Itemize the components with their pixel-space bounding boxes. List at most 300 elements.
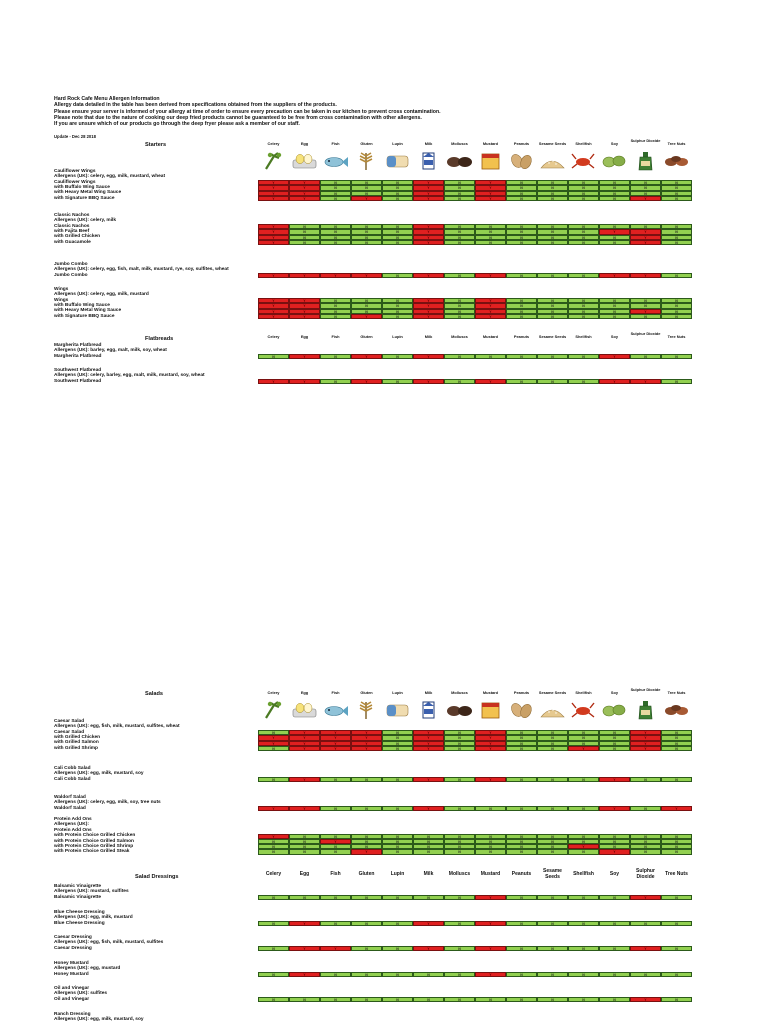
allergen-grid-row [258, 196, 688, 201]
dish-allergens: Allergens (UK): sulfites [54, 991, 108, 997]
allergen-cell-fish: N [320, 379, 351, 384]
allergen-cell-fish: N [320, 240, 351, 245]
allergen-cell-lupin: N [382, 741, 413, 746]
allergen-cell-gluten: N [351, 298, 382, 303]
allergen-cell-lupin: N [382, 972, 413, 977]
allergen-cell-egg: Y [289, 298, 320, 303]
allergen-header-lupin: Lupin [392, 334, 403, 339]
allergen-cell-fish: N [320, 844, 351, 849]
allergen-cell-egg: Y [289, 273, 320, 278]
allergen-cell-sesame-seeds: N [537, 196, 568, 201]
allergen-cell-gluten: N [351, 180, 382, 185]
allergen-cell-gluten: N [351, 185, 382, 190]
allergen-cell-sesame-seeds: N [537, 191, 568, 196]
item-label: Caesar Dressing [54, 945, 92, 951]
allergen-cell-egg: Y [289, 185, 320, 190]
allergen-cell-molluscs: N [444, 921, 475, 926]
allergen-cell-gluten: N [351, 972, 382, 977]
allergen-header-fish: Fish [331, 141, 340, 146]
allergen-header-milk: Milk [424, 334, 433, 339]
allergen-cell-fish: N [320, 185, 351, 190]
allergen-cell-shellfish: N [568, 946, 599, 951]
update-date: Update - Dec 28 2018 [54, 134, 96, 139]
allergen-cell-egg: Y [289, 972, 320, 977]
dish-allergens: Allergens (UK): egg, milk, mustard, soy [54, 771, 144, 777]
allergen-cell-milk: N [413, 849, 444, 854]
allergen-cell-tree-nuts: N [661, 746, 692, 751]
allergen-cell-gluten: N [351, 839, 382, 844]
allergen-cell-gluten: Y [351, 730, 382, 735]
allergen-cell-soy: N [599, 224, 630, 229]
allergen-cell-soy: N [599, 834, 630, 839]
allergen-cell-milk: Y [413, 379, 444, 384]
dish-allergens: Allergens (UK): celery, egg, fish, malt, milk, mustard, rye, soy, sulfites, wheat [54, 267, 229, 273]
allergen-cell-soy: N [599, 303, 630, 308]
allergen-grid-row [258, 921, 688, 926]
allergen-cell-sesame-seeds: N [537, 834, 568, 839]
allergen-cell-soy: Y [599, 379, 630, 384]
allergen-cell-peanuts: N [506, 730, 537, 735]
dish-subtitle: Protein Add Ons [54, 827, 92, 833]
allergen-cell-peanuts: N [506, 834, 537, 839]
allergen-cell-gluten: Y [351, 354, 382, 359]
allergen-cell-shellfish: N [568, 379, 599, 384]
allergen-cell-lupin: N [382, 185, 413, 190]
allergen-cell-tree-nuts: N [661, 240, 692, 245]
dish-name: Margherita Flatbread [54, 343, 102, 348]
peanuts-icon [506, 699, 537, 721]
allergen-cell-egg: N [289, 229, 320, 234]
allergen-cell-peanuts: N [506, 196, 537, 201]
allergen-header-egg: Egg [300, 690, 309, 695]
allergen-cell-fish: N [320, 229, 351, 234]
allergen-cell-fish: N [320, 235, 351, 240]
dish-name: Classic Nachos [54, 213, 90, 218]
dish-allergens: Allergens (UK): celery, barley, egg, malt, milk, mustard, soy, wheat [54, 373, 205, 379]
allergen-cell-molluscs: N [444, 273, 475, 278]
allergen-cell-milk: Y [413, 240, 444, 245]
allergen-cell-molluscs: N [444, 746, 475, 751]
allergen-cell-mustard: Y [475, 180, 506, 185]
allergen-cell-sesame-seeds: N [537, 777, 568, 782]
dish-name: Caesar Dressing [54, 935, 92, 940]
allergen-cell-egg: N [289, 895, 320, 900]
allergen-cell-lupin: N [382, 834, 413, 839]
allergen-cell-lupin: N [382, 191, 413, 196]
allergen-cell-shellfish: Y [568, 844, 599, 849]
allergen-cell-tree-nuts: N [661, 273, 692, 278]
allergen-cell-molluscs: N [444, 735, 475, 740]
allergen-cell-soy: N [599, 972, 630, 977]
allergen-cell-sulphur-dioxide: N [630, 777, 661, 782]
allergen-cell-milk: Y [413, 235, 444, 240]
allergen-cell-molluscs: N [444, 741, 475, 746]
allergen-cell-egg: Y [289, 741, 320, 746]
allergen-cell-soy: Y [599, 849, 630, 854]
allergen-cell-gluten: N [351, 844, 382, 849]
item-label: Margherita Flatbread [54, 353, 102, 359]
allergen-cell-molluscs: N [444, 972, 475, 977]
allergen-cell-lupin: N [382, 849, 413, 854]
allergen-cell-egg: Y [289, 379, 320, 384]
allergen-cell-lupin: N [382, 844, 413, 849]
allergen-cell-gluten: N [351, 309, 382, 314]
allergen-cell-fish: Y [320, 741, 351, 746]
allergen-cell-celery: Y [258, 191, 289, 196]
allergen-header-gluten: Gluten [360, 141, 373, 146]
allergen-cell-soy: N [599, 240, 630, 245]
allergen-cell-shellfish: N [568, 314, 599, 319]
dish-name: Cauliflower Wings [54, 169, 96, 174]
allergen-cell-mustard: N [475, 224, 506, 229]
allergen-cell-peanuts: N [506, 180, 537, 185]
allergen-cell-tree-nuts: N [661, 235, 692, 240]
allergen-cell-peanuts: N [506, 946, 537, 951]
allergen-cell-celery: Y [258, 379, 289, 384]
allergen-header-shellfish: Shellfish [575, 334, 592, 339]
allergen-cell-sulphur-dioxide: Y [630, 229, 661, 234]
allergen-cell-gluten: N [351, 997, 382, 1002]
allergen-cell-tree-nuts: N [661, 777, 692, 782]
allergen-cell-sulphur-dioxide: N [630, 806, 661, 811]
allergen-cell-shellfish: N [568, 997, 599, 1002]
allergen-cell-celery: Y [258, 196, 289, 201]
allergen-cell-tree-nuts: N [661, 844, 692, 849]
allergen-cell-fish: N [320, 309, 351, 314]
allergen-cell-shellfish: N [568, 235, 599, 240]
egg-icon [289, 150, 320, 172]
dish-allergens: Allergens (UK): egg, fish, milk, mustard, sulfites, wheat [54, 724, 180, 730]
allergen-header-molluscs: Molluscs [451, 334, 468, 339]
allergen-cell-gluten: N [351, 777, 382, 782]
dish-allergens: Allergens (UK): egg, milk, mustard [54, 915, 133, 921]
allergen-cell-mustard: N [475, 849, 506, 854]
section-title-salad-dressings: Salad Dressings [135, 874, 179, 880]
allergen-cell-shellfish: N [568, 309, 599, 314]
allergen-cell-mustard: Y [475, 741, 506, 746]
allergen-header-mustard: Mustard [482, 334, 499, 339]
allergen-cell-sesame-seeds: N [537, 844, 568, 849]
allergen-cell-shellfish: N [568, 303, 599, 308]
allergen-cell-gluten: N [351, 834, 382, 839]
allergen-cell-soy: Y [599, 273, 630, 278]
item-label: with Grilled Shrimp [54, 745, 98, 751]
allergen-cell-gluten: Y [351, 196, 382, 201]
allergen-cell-tree-nuts: N [661, 921, 692, 926]
header-line: Please ensure your server is informed of your allergy at time of order to ensure every precaution can be taken in our kitchen to prevent cross contamination. [54, 108, 441, 115]
item-label: with Grilled Salmon [54, 740, 99, 746]
allergen-cell-molluscs: N [444, 895, 475, 900]
allergen-cell-gluten: Y [351, 314, 382, 319]
allergen-cell-mustard: N [475, 844, 506, 849]
sesame-seeds-icon [537, 150, 568, 172]
allergen-cell-sesame-seeds: N [537, 309, 568, 314]
celery-icon [258, 699, 289, 721]
allergen-header-celery: Celery [267, 334, 280, 339]
allergen-cell-egg: Y [289, 309, 320, 314]
allergen-cell-shellfish: N [568, 354, 599, 359]
allergen-cell-fish: Y [320, 946, 351, 951]
allergen-cell-shellfish: N [568, 273, 599, 278]
allergen-cell-fish: N [320, 849, 351, 854]
allergen-cell-sulphur-dioxide: N [630, 972, 661, 977]
allergen-cell-sulphur-dioxide: N [630, 921, 661, 926]
allergen-header-celery: Celery [267, 141, 280, 146]
allergen-cell-mustard: Y [475, 191, 506, 196]
allergen-header-fish: Fish [331, 334, 340, 339]
allergen-cell-soy: N [599, 314, 630, 319]
allergen-cell-sesame-seeds: N [537, 806, 568, 811]
allergen-header-celery: Celery [267, 690, 280, 695]
allergen-cell-milk: Y [413, 806, 444, 811]
header-line: Hard Rock Cafe Menu Allergen Information [54, 96, 160, 102]
allergen-cell-mustard: Y [475, 777, 506, 782]
item-label: Southwest Flatbread [54, 378, 102, 384]
allergen-cell-sulphur-dioxide: N [630, 224, 661, 229]
allergen-cell-molluscs: N [444, 185, 475, 190]
allergen-cell-peanuts: N [506, 741, 537, 746]
allergen-cell-shellfish: N [568, 735, 599, 740]
allergen-cell-soy: N [599, 235, 630, 240]
allergen-cell-tree-nuts: N [661, 849, 692, 854]
allergen-cell-mustard: N [475, 839, 506, 844]
allergen-header-peanuts: Peanuts [513, 690, 530, 695]
allergen-cell-sulphur-dioxide: N [630, 298, 661, 303]
allergen-cell-lupin: N [382, 735, 413, 740]
allergen-cell-shellfish: N [568, 240, 599, 245]
dish-allergens: Allergens (UK): celery, milk [54, 218, 117, 224]
allergen-cell-soy: N [599, 309, 630, 314]
allergen-header-egg: Egg [300, 334, 309, 339]
allergen-cell-tree-nuts: Y [661, 806, 692, 811]
allergen-header-sulphur-dioxide: Sulphur Dioxide [636, 868, 655, 880]
allergen-cell-sesame-seeds: N [537, 354, 568, 359]
allergen-cell-celery: Y [258, 240, 289, 245]
allergen-cell-tree-nuts: N [661, 314, 692, 319]
allergen-cell-sesame-seeds: N [537, 997, 568, 1002]
item-label: Classic Nachos [54, 223, 90, 229]
allergen-cell-molluscs: N [444, 309, 475, 314]
allergen-cell-milk: N [413, 997, 444, 1002]
item-label: Balsamic Vinaigrette [54, 894, 102, 900]
allergen-header-egg: Egg [299, 871, 310, 877]
allergen-cell-molluscs: N [444, 730, 475, 735]
allergen-cell-celery: N [258, 839, 289, 844]
allergen-grid-row [258, 746, 688, 751]
allergen-cell-molluscs: N [444, 844, 475, 849]
allergen-cell-celery: Y [258, 735, 289, 740]
allergen-cell-molluscs: N [444, 354, 475, 359]
allergen-cell-soy: N [599, 191, 630, 196]
allergen-cell-lupin: N [382, 777, 413, 782]
allergen-cell-molluscs: N [444, 191, 475, 196]
allergen-cell-soy: N [599, 185, 630, 190]
dish-allergens: Allergens (UK): egg, fish, milk, mustard, sulfites [54, 940, 164, 946]
item-label: with Protein Choice Grilled Salmon [54, 838, 134, 844]
allergen-cell-molluscs: N [444, 229, 475, 234]
allergen-header-sulphur-dioxide: Sulphur Dioxide [630, 687, 661, 692]
allergen-cell-sesame-seeds: N [537, 746, 568, 751]
allergen-cell-peanuts: N [506, 191, 537, 196]
item-label: with Heavy Metal Wing Sauce [54, 308, 122, 314]
item-label: with Signature BBQ Sauce [54, 195, 115, 201]
allergen-cell-fish: N [320, 196, 351, 201]
allergen-cell-mustard: N [475, 354, 506, 359]
item-label: Oil and Vinegar [54, 996, 90, 1002]
allergen-cell-egg: N [289, 849, 320, 854]
milk-icon [413, 699, 444, 721]
allergen-cell-egg: Y [289, 746, 320, 751]
allergen-cell-egg: Y [289, 921, 320, 926]
allergen-cell-molluscs: N [444, 240, 475, 245]
allergen-cell-celery: N [258, 997, 289, 1002]
allergen-cell-mustard: Y [475, 946, 506, 951]
allergen-header-tree-nuts: Tree Nuts [667, 690, 686, 695]
allergen-cell-milk: N [413, 834, 444, 839]
allergen-cell-molluscs: N [444, 777, 475, 782]
allergen-cell-soy: Y [599, 229, 630, 234]
allergen-cell-mustard: Y [475, 185, 506, 190]
item-label: with Protein Choice Grilled Steak [54, 849, 130, 855]
allergen-cell-egg: Y [289, 946, 320, 951]
allergen-cell-gluten: N [351, 895, 382, 900]
allergen-cell-milk: Y [413, 180, 444, 185]
allergen-cell-sulphur-dioxide: N [630, 839, 661, 844]
allergen-cell-celery: Y [258, 224, 289, 229]
allergen-cell-soy: N [599, 921, 630, 926]
mustard-icon [475, 150, 506, 172]
allergen-cell-tree-nuts: N [661, 730, 692, 735]
allergen-header-sesame-seeds: Sesame Seeds [538, 141, 567, 146]
allergen-cell-egg: Y [289, 303, 320, 308]
allergen-cell-sulphur-dioxide: N [630, 354, 661, 359]
allergen-cell-sulphur-dioxide: N [630, 191, 661, 196]
allergen-grid-row [258, 946, 688, 951]
allergen-cell-sesame-seeds: N [537, 849, 568, 854]
allergen-header-shellfish: Shellfish [573, 871, 594, 877]
allergen-cell-tree-nuts: N [661, 839, 692, 844]
allergen-cell-sulphur-dioxide: N [630, 844, 661, 849]
allergen-cell-milk: Y [413, 303, 444, 308]
allergen-cell-milk: N [413, 844, 444, 849]
allergen-header-shellfish: Shellfish [575, 690, 592, 695]
dish-name: Jumbo Combo [54, 262, 88, 267]
allergen-cell-celery: Y [258, 309, 289, 314]
allergen-cell-milk: Y [413, 735, 444, 740]
allergen-cell-milk: Y [413, 741, 444, 746]
allergen-cell-milk: Y [413, 314, 444, 319]
allergen-cell-gluten: Y [351, 741, 382, 746]
allergen-cell-molluscs: N [444, 298, 475, 303]
allergen-cell-tree-nuts: N [661, 946, 692, 951]
allergen-cell-milk: Y [413, 354, 444, 359]
lupin-icon [382, 150, 413, 172]
dish-name: Caesar Salad [54, 719, 85, 724]
allergen-cell-lupin: N [382, 235, 413, 240]
allergen-header-row [258, 331, 688, 347]
allergen-cell-tree-nuts: N [661, 834, 692, 839]
document-header [54, 96, 474, 127]
allergen-cell-molluscs: N [444, 834, 475, 839]
allergen-cell-milk: Y [413, 746, 444, 751]
mustard-icon [475, 699, 506, 721]
allergen-cell-lupin: N [382, 839, 413, 844]
allergen-cell-celery: N [258, 946, 289, 951]
celery-icon [258, 150, 289, 172]
allergen-header-milk: Milk [424, 141, 433, 146]
allergen-cell-peanuts: N [506, 379, 537, 384]
allergen-header-lupin: Lupin [392, 690, 403, 695]
allergen-cell-peanuts: N [506, 849, 537, 854]
allergen-cell-lupin: N [382, 309, 413, 314]
dish-name: Blue Cheese Dressing [54, 910, 105, 915]
allergen-grid-row [258, 895, 688, 900]
allergen-cell-sesame-seeds: N [537, 741, 568, 746]
peanuts-icon [506, 150, 537, 172]
allergen-cell-peanuts: N [506, 354, 537, 359]
allergen-header-soy: Soy [609, 871, 620, 877]
allergen-cell-sulphur-dioxide: Y [630, 240, 661, 245]
allergen-cell-tree-nuts: N [661, 741, 692, 746]
allergen-grid-row [258, 314, 688, 319]
allergen-header-celery: Celery [265, 871, 282, 877]
allergen-cell-fish: Y [320, 730, 351, 735]
allergen-cell-peanuts: N [506, 972, 537, 977]
allergen-cell-tree-nuts: N [661, 895, 692, 900]
allergen-grid-row [258, 379, 688, 384]
item-label: with Protein Choice Grilled Shrimp [54, 843, 134, 849]
allergen-cell-milk: Y [413, 196, 444, 201]
allergen-cell-celery: N [258, 844, 289, 849]
allergen-cell-sulphur-dioxide: N [630, 185, 661, 190]
allergen-icons-row [258, 150, 688, 174]
allergen-cell-celery: Y [258, 180, 289, 185]
allergen-cell-molluscs: N [444, 235, 475, 240]
allergen-cell-tree-nuts: N [661, 309, 692, 314]
allergen-cell-mustard: Y [475, 196, 506, 201]
allergen-cell-molluscs: N [444, 379, 475, 384]
allergen-cell-peanuts: N [506, 309, 537, 314]
allergen-cell-milk: Y [413, 777, 444, 782]
allergen-cell-molluscs: N [444, 180, 475, 185]
allergen-cell-milk: N [413, 839, 444, 844]
allergen-cell-egg: N [289, 997, 320, 1002]
dish-allergens: Allergens (UK): celery, egg, milk, soy, tree nuts [54, 800, 161, 806]
allergen-cell-celery: Y [258, 298, 289, 303]
allergen-cell-milk: Y [413, 946, 444, 951]
allergen-cell-gluten: N [351, 921, 382, 926]
allergen-cell-gluten: N [351, 235, 382, 240]
tree-nuts-icon [661, 699, 692, 721]
allergen-cell-celery: Y [258, 806, 289, 811]
item-label: Blue Cheese Dressing [54, 920, 105, 926]
allergen-cell-mustard: Y [475, 273, 506, 278]
allergen-cell-celery: Y [258, 834, 289, 839]
allergen-cell-tree-nuts: N [661, 224, 692, 229]
item-label: with Buffalo Wing Sauce [54, 185, 110, 191]
allergen-cell-peanuts: N [506, 235, 537, 240]
allergen-cell-sesame-seeds: N [537, 839, 568, 844]
allergen-cell-mustard: Y [475, 298, 506, 303]
allergen-cell-celery: Y [258, 314, 289, 319]
allergen-cell-sulphur-dioxide: Y [630, 196, 661, 201]
allergen-cell-mustard: N [475, 834, 506, 839]
allergen-cell-shellfish: N [568, 972, 599, 977]
allergen-cell-lupin: N [382, 303, 413, 308]
allergen-cell-tree-nuts: N [661, 191, 692, 196]
allergen-header-soy: Soy [610, 334, 619, 339]
allergen-cell-celery: N [258, 730, 289, 735]
